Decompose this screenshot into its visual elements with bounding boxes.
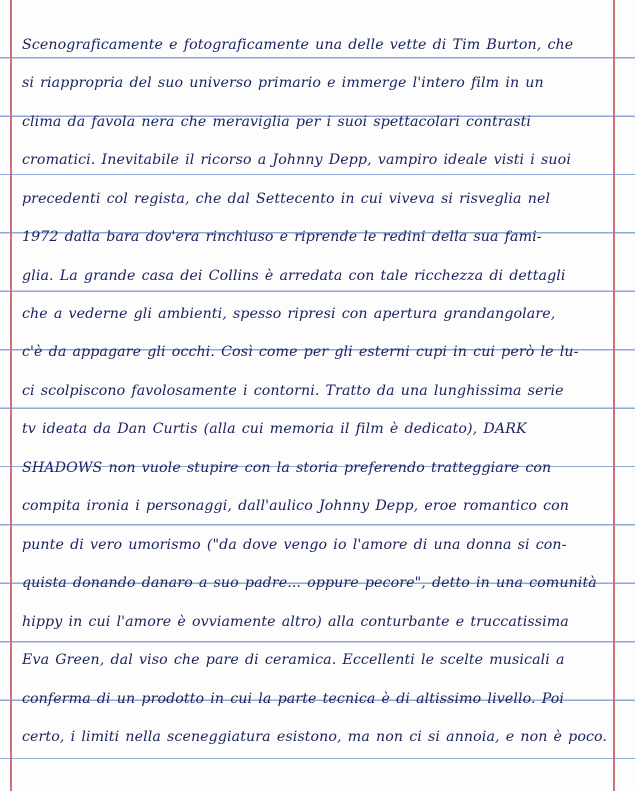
text-line-7: glia. La grande casa dei Collins è arredata con tale ricchezza di dettagli [22,268,566,284]
text-line-15: quista donando danaro a suo padre... oppure pecore", detto in una comunità [22,575,597,591]
text-line-16: hippy in cui l'amore è ovviamente altro) alla conturbante e truccatissima [22,614,569,630]
text-line-5: precedenti col regista, che dal Settecento in cui viveva si risveglia nel [22,191,551,207]
text-line-13: compita ironia i personaggi, dall'aulico Johnny Depp, eroe romantico con [22,498,570,514]
text-line-2: si riappropria del suo universo primario e immerge l'intero film in un [22,75,544,91]
text-line-18: conferma di un prodotto in cui la parte tecnica è di altissimo livello. Poi [22,691,565,707]
text-line-4: cromatici. Inevitabile il ricorso a Johnny Depp, vampiro ideale visti i suoi [22,152,571,168]
text-line-19: certo, i limiti nella sceneggiatura esistono, ma non ci si annoia, e non è poco. [22,729,608,745]
text-line-17: Eva Green, dal viso che pare di ceramica. Eccellenti le scelte musicali a [22,652,565,668]
right-margin-line [613,0,615,791]
text-line-10: ci scolpiscono favolosamente i contorni. Tratto da una lunghissima serie [22,383,564,399]
text-line-6: 1972 dalla bara dov'era rinchiuso e riprende le redini della sua fami- [22,229,542,245]
text-line-11: tv ideata da Dan Curtis (alla cui memoria il film è dedicato), DARK [22,421,527,437]
text-line-12: SHADOWS non vuole stupire con la storia preferendo tratteggiare con [22,460,552,476]
left-margin-line [10,0,12,791]
text-line-8: che a vederne gli ambienti, spesso ripresi con apertura grandangolare, [22,306,556,322]
text-line-9: c'è da appagare gli occhi. Così come per gli esterni cupi in cui però le lu- [22,344,579,360]
text-line-14: punte di vero umorismo ("da dove vengo io l'amore di una donna si con- [22,537,567,553]
text-line-1: Scenograficamente e fotograficamente una delle vette di Tim Burton, che [22,37,574,53]
text-line-3: clima da favola nera che meraviglia per i suoi spettacolari contrasti [22,114,532,130]
